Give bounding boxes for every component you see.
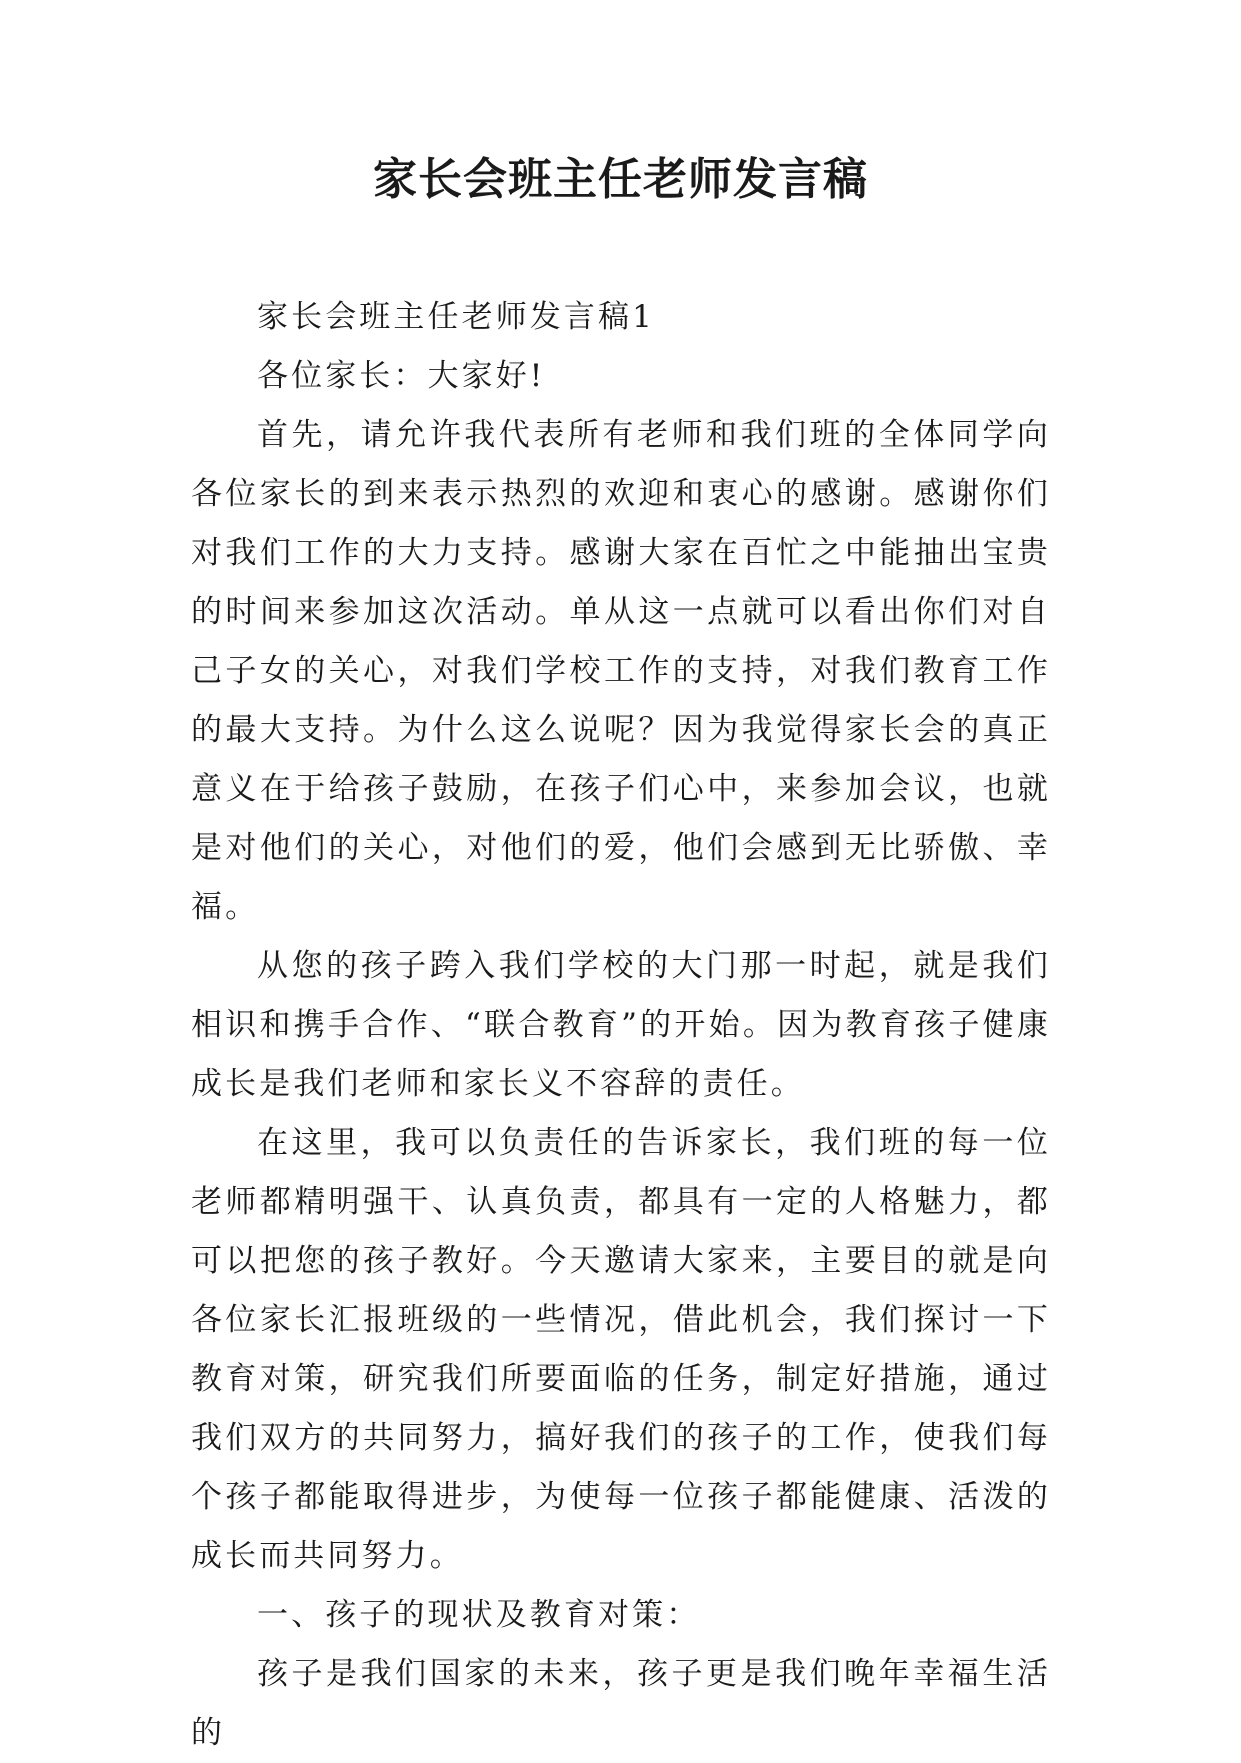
paragraph-4: 孩子是我们国家的未来，孩子更是我们晚年幸福生活的 <box>191 1656 1051 1751</box>
paragraph-2: 从您的孩子跨入我们学校的大门那一时起，就是我们相识和携手合作、“联合教育”的开始。因为教育孩子健康成长是我们老师和家长义不容辞的责任。 <box>191 948 1051 1102</box>
paragraph-greeting: 各位家长：大家好! <box>257 358 546 394</box>
paragraph-1: 首先，请允许我代表所有老师和我们班的全体同学向各位家长的到来表示热烈的欢迎和衷心的感谢。感谢你们对我们工作的大力支持。感谢大家在百忙之中能抽出宝贵的时间来参加这次活动。单从这一点就可以看出你们对自己子女的关心，对我们学校工作的支持，对我们教育工作的最大支持。为什么这么说呢？因为我觉得家长会的真正意义在于给孩子鼓励，在孩子们心中，来参加会议，也就是对他们的关心，对他们的爱，他们会感到无比骄傲、幸福。 <box>191 417 1051 925</box>
paragraph-heading-1: 家长会班主任老师发言稿1 <box>257 299 655 335</box>
paragraph-3: 在这里，我可以负责任的告诉家长，我们班的每一位老师都精明强干、认真负责，都具有一定的人格魅力，都可以把您的孩子教好。今天邀请大家来，主要目的就是向各位家长汇报班级的一些情况，借此机会，我们探讨一下教育对策，研究我们所要面临的任务，制定好措施，通过我们双方的共同努力，搞好我们的孩子的工作，使我们每个孩子都能取得进步，为使每一位孩子都能健康、活泼的成长而共同努力。 <box>191 1125 1051 1574</box>
document-title: 家长会班主任老师发言稿 <box>373 154 868 205</box>
section-heading-1: 一、孩子的现状及教育对策： <box>257 1597 701 1633</box>
document-body <box>191 288 1051 1763</box>
